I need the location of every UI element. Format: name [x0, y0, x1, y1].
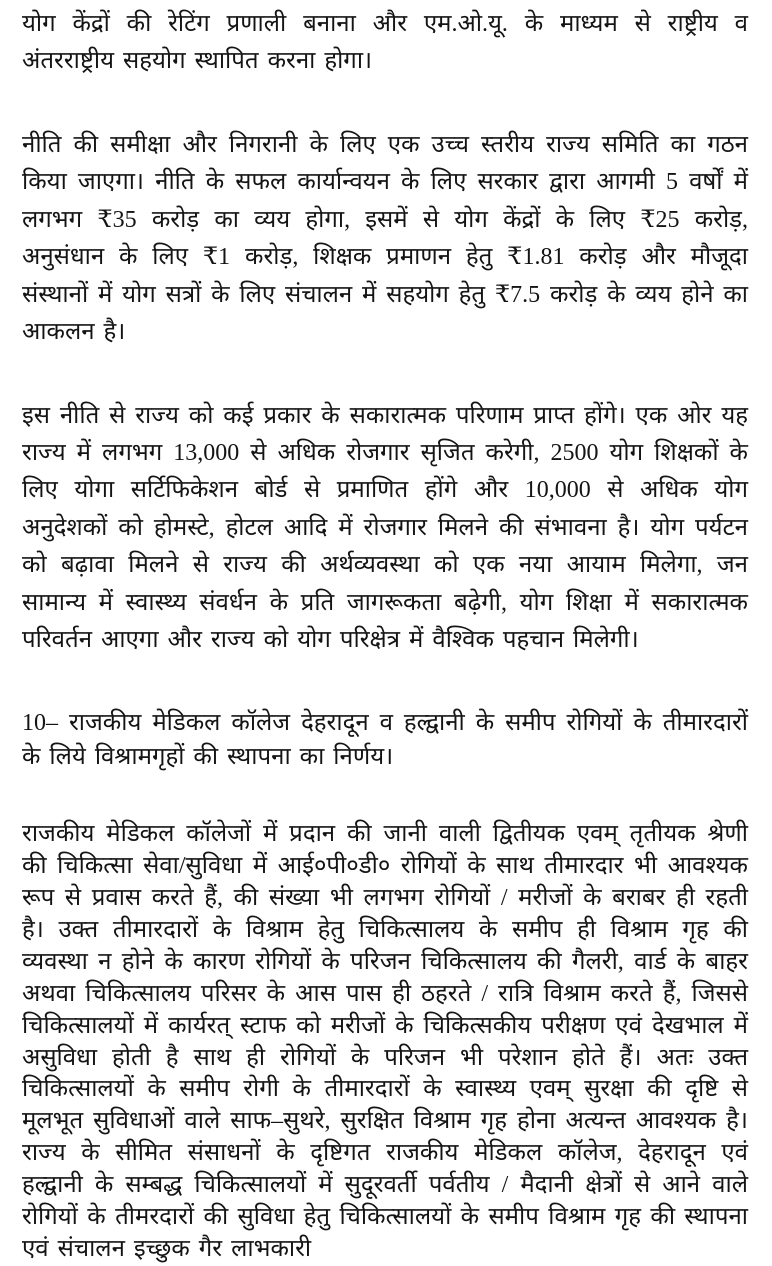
paragraph-policy-outcomes: इस नीति से राज्य को कई प्रकार के सकारात्मक परिणाम प्राप्त होंगे। एक ओर यह राज्य में लगभग 13,000 से अधिक रोजगार सृजित करेगी, 2500 योग शिक्षकों के लिए योगा सर्टिफिकेशन बोर्ड से प्रमाणित होंगे और 10,000 से अधिक योग अनुदेशकों को होमस्टे, होटल आदि में रोजगार मिलने की संभावना है। योग पर्यटन को बढ़ावा मिलने से राज्य की अर्थव्यवस्था को एक नया आयाम मिलेगा, जन सामान्य में स्वास्थ्य संवर्धन के प्रति जागरूकता बढ़ेगी, योग शिक्षा में सकारात्मक परिवर्तन आएगा और राज्य को योग परिक्षेत्र में वैश्विक पहचान मिलेगी। — [22, 402, 748, 654]
paragraph-medical-college-rest-houses: राजकीय मेडिकल कॉलेजों में प्रदान की जानी वाली द्वितीयक एवम् तृतीयक श्रेणी की चिकित्सा सेवा/सुविधा में आई०पी०डी० रोगियों के साथ तीमारदार भी आवश्यक रूप से प्रवास करते हैं, की संख्या भी लगभग रोगियों / मरीजों के बराबर ही रहती है। उक्त तीमारदारों के विश्राम हेतु चिकित्सालय के समीप ही विश्राम गृह की व्यवस्था न होने के कारण रोगियों के परिजन चिकित्सालय की गैलरी, वार्ड के बाहर अथवा चिकित्सालय परिसर के आस पास ही ठहरते / रात्रि विश्राम करते हैं, जिससे चिकित्सालयों में कार्यरत् स्टाफ को मरीजों के चिकित्सकीय परीक्षण एवं देखभाल में असुविधा होती है साथ ही रोगियों के परिजन भी परेशान होते हैं। अतः उक्त चिकित्सालयों के समीप रोगी के तीमारदारों के स्वास्थ्य एवम् सुरक्षा की दृष्टि से मूलभूत सुविधाओं वाले साफ–सुथरे, सुरक्षित विश्राम गृह होना अत्यन्त आवश्यक है। राज्य के सीमित संसाधनों के दृष्टिगत राजकीय मेडिकल कॉलेज, देहरादून एवं हल्द्वानी के सम्बद्ध चिकित्सालयों में सुदूरवर्ती पर्वतीय / मैदानी क्षेत्रों से आने वाले रोगियों के तीमरदारों की सुविधा हेतु चिकित्सालयों के समीप विश्राम गृह की स्थापना एवं संचालन इच्छुक गैर लाभकारी — [22, 821, 748, 1262]
paragraph-yoga-rating-mou: योग केंद्रों की रेटिंग प्रणाली बनाना और एम.ओ.यू. के माध्यम से राष्ट्रीय व अंतरराष्ट्रीय सहयोग स्थापित करना होगा। — [22, 11, 748, 75]
paragraph-policy-review-budget: नीति की समीक्षा और निगरानी के लिए एक उच्च स्तरीय राज्य समिति का गठन किया जाएगा। नीति के सफल कार्यान्वयन के लिए सरकार द्वारा आगमी 5 वर्षों में लगभग ₹35 करोड़ का व्यय होगा, इसमें से योग केंद्रों के लिए ₹25 करोड़, अनुसंधान के लिए ₹1 करोड़, शिक्षक प्रमाणन हेतु ₹1.81 करोड़ और मौजूदा संस्थानों में योग सत्रों के लिए संचालन में सहयोग हेतु ₹7.5 करोड़ के व्यय होने का आकलन है। — [22, 131, 748, 346]
heading-item-10-rest-houses: 10– राजकीय मेडिकल कॉलेज देहरादून व हल्द्वानी के समीप रोगियों के तीमारदारों के लिये विश्रामगृहों की स्थापना का निर्णय। — [22, 709, 748, 771]
